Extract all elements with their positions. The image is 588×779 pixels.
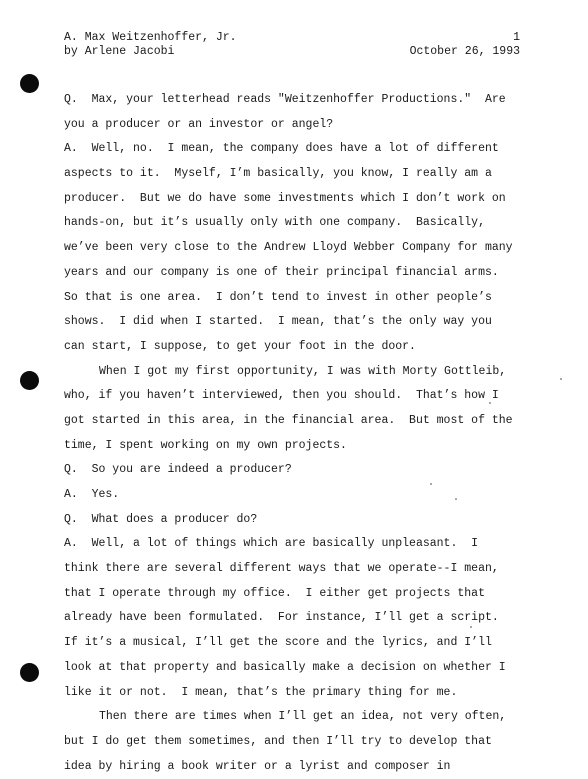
header-row-2 [64, 45, 520, 59]
transcript-line: you a producer or an investor or angel? [64, 117, 334, 131]
transcript-line: If it’s a musical, I’ll get the score and the lyrics, and I’ll [64, 636, 492, 650]
transcript-line: idea by hiring a book writer or a lyrist and composer in [64, 759, 451, 773]
transcript-body [64, 88, 534, 779]
transcript-line: shows. I did when I started. I mean, that’s the only way you [64, 315, 492, 329]
transcript-line: like it or not. I mean, that’s the primary thing for me. [64, 685, 458, 699]
transcript-line: Q. Max, your letterhead reads "Weitzenhoffer Productions." Are [64, 93, 506, 106]
transcript-line: A. Well, a lot of things which are basically unpleasant. I [64, 537, 479, 551]
interview-date: October 26, 1993 [409, 45, 520, 58]
binder-hole-top [20, 74, 39, 93]
transcript-line: time, I spent working on my own projects. [64, 438, 347, 452]
transcript-line: but I do get them sometimes, and then I’ll try to develop that [64, 734, 492, 748]
scan-speck [430, 483, 432, 485]
transcript-line: who, if you haven’t interviewed, then you should. That’s how I [64, 389, 499, 403]
transcript-line: A. Yes. [64, 488, 120, 501]
scan-speck [455, 498, 457, 500]
transcript-line: Then there are times when I’ll get an idea, not very often, [99, 710, 507, 724]
transcript-line: Q. So you are indeed a producer? [64, 463, 292, 477]
transcript-line: So that is one area. I don’t tend to invest in other people’s [64, 290, 492, 304]
binder-hole-middle [20, 371, 39, 390]
transcript-line: we’ve been very close to the Andrew Lloyd Webber Company for many [64, 241, 513, 255]
page-header [64, 31, 520, 59]
binder-hole-bottom [20, 663, 39, 682]
transcript-line: that I operate through my office. I either get projects that [64, 586, 485, 600]
transcript-line: got started in this area, in the financial area. But most of the [64, 413, 513, 427]
transcript-line: look at that property and basically make a decision on whether I [64, 660, 506, 674]
transcript-line: Q. What does a producer do? [64, 512, 258, 526]
scan-speck [489, 402, 491, 404]
transcript-line: aspects to it. Myself, I’m basically, you know, I really am a [64, 167, 492, 181]
transcript-line: hands-on, but it’s usually only with one company. Basically, [64, 216, 485, 230]
transcript-line: years and our company is one of their principal financial arms. [64, 265, 499, 279]
transcript-line: A. Well, no. I mean, the company does have a lot of different [64, 142, 499, 156]
interviewee-name: A. Max Weitzenhoffer, Jr. [64, 31, 237, 44]
transcript-line: think there are several different ways that we operate--I mean, [64, 562, 499, 576]
transcript-line: can start, I suppose, to get your foot in the door. [64, 339, 416, 353]
header-row-1 [64, 31, 520, 45]
interviewer-name: by Arlene Jacobi [64, 45, 175, 58]
scan-speck [560, 378, 562, 380]
page-number: 1 [513, 31, 520, 44]
transcript-line: When I got my first opportunity, I was with Morty Gottleib, [99, 364, 507, 378]
transcript-line: already have been formulated. For instance, I’ll get a script. [64, 611, 499, 625]
scan-speck [470, 626, 472, 628]
transcript-line: producer. But we do have some investments which I don’t work on [64, 191, 506, 205]
